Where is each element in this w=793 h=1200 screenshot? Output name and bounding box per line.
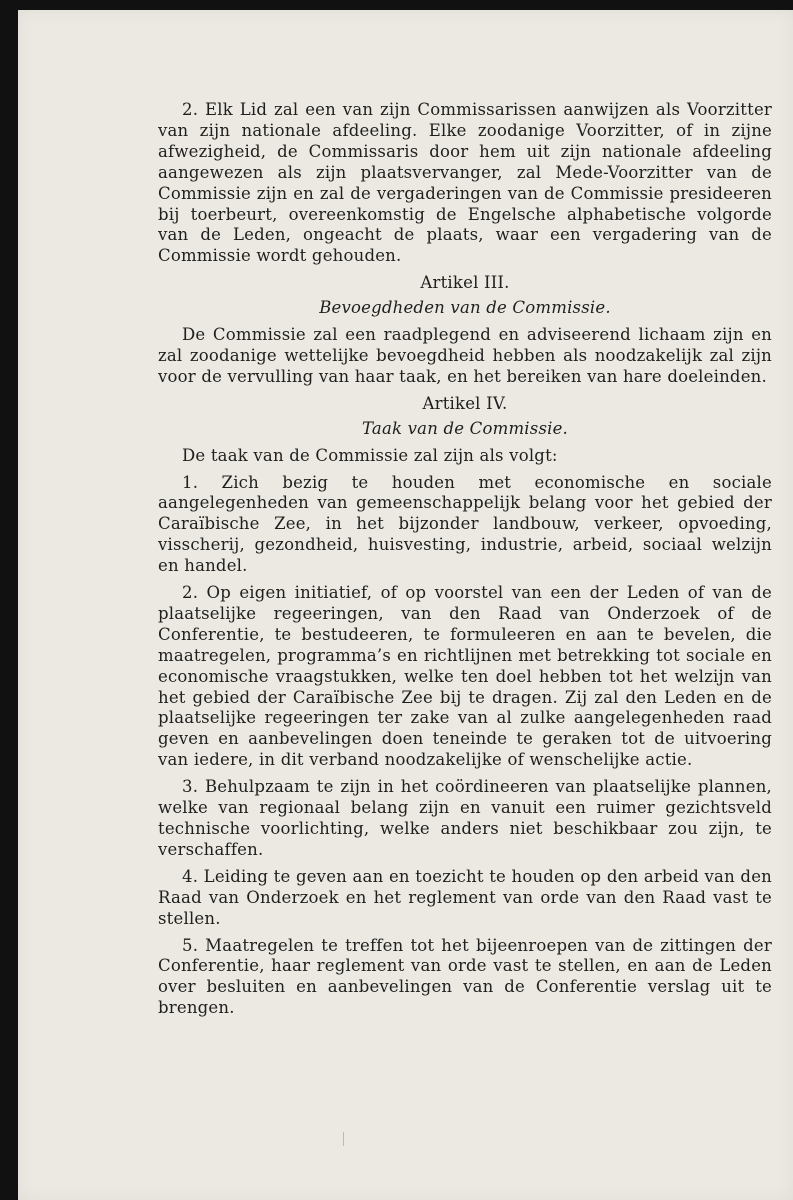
article-4-title: Taak van de Commissie. — [362, 418, 568, 438]
para-art4-2: 2. Op eigen initiatief, of op voorstel van een der Leden of van de plaatselijke regeeringen, van den Raad van Onderzoek of de Conferentie, te bestudeeren, te formuleeren en aan te bevelen, die maatregelen, programma’s en richtlijnen met betrekking tot sociale en economische vraagstukken, welke ten doel hebben tot het welzijn van het gebied der Caraïbische Zee bij te dragen. Zij zal den Leden en de plaatselijke regeeringen ter zake van al zulke aangelegenheden raad geven en aanbevelingen doen teneinde te geraken tot de uitvoering van iedere, in dit verband noodzakelijke of wenschelijke actie. — [158, 583, 772, 770]
para-art4-5: 5. Maatregelen te treffen tot het bijeenroepen van de zittingen der Conferentie, haar reglement van orde vast te stellen, en aan de Leden over besluiten en aanbevelingen van de Conferentie verslag uit te brengen. — [158, 935, 772, 1018]
article-3-heading: Artikel III. — [420, 273, 510, 293]
para-art4-3: 3. Behulpzaam te zijn in het coördineeren van plaatselijke plannen, welke van regionaal belang zijn en vanuit een ruimer gezichtsveld technische voorlichting, welke anders niet beschikbaar zou zijn, te verschaffen. — [158, 777, 772, 859]
paper-mark — [343, 1132, 344, 1146]
text-block — [158, 100, 772, 1025]
para-art4-1: 1. Zich bezig te houden met economische en sociale aangelegenheden van gemeenschappelijk belang voor het gebied der Caraïbische Zee, in het bijzonder landbouw, verkeer, opvoeding, visscherij, gezondheid, huisvesting, industrie, arbeid, sociaal welzijn en handel. — [158, 472, 772, 576]
para-art4-4: 4. Leiding te geven aan en toezicht te houden op den arbeid van den Raad van Onderzoek en het reglement van orde van den Raad vast te stellen. — [158, 866, 772, 928]
para-art2-2: 2. Elk Lid zal een van zijn Commissarissen aanwijzen als Voorzitter van zijn nationale afdeeling. Elke zoodanige Voorzitter, of in zijne afwezigheid, de Commissaris door hem uit zijn nationale afdeeling aangewezen als zijn plaatsvervanger, zal Mede-Voorzitter van de Commissie zijn en zal de vergaderingen van de Commissie presideeren bij toerbeurt, overeenkomstig de Engelsche alphabetische volgorde van de Leden, ongeacht de plaats, waar een vergadering van de Commissie wordt gehouden. — [158, 100, 772, 266]
article-4-heading: Artikel IV. — [422, 393, 508, 413]
para-art3: De Commissie zal een raadplegend en adviseerend lichaam zijn en zal zoodanige wettelijke bevoegdheid hebben als noodzakelijk zal zijn voor de vervulling van haar taak, en het bereiken van hare doeleinden. — [158, 325, 772, 386]
article-3-title: Bevoegdheden van de Commissie. — [319, 298, 611, 318]
para-art4-intro: De taak van de Commissie zal zijn als volgt: — [182, 445, 558, 465]
